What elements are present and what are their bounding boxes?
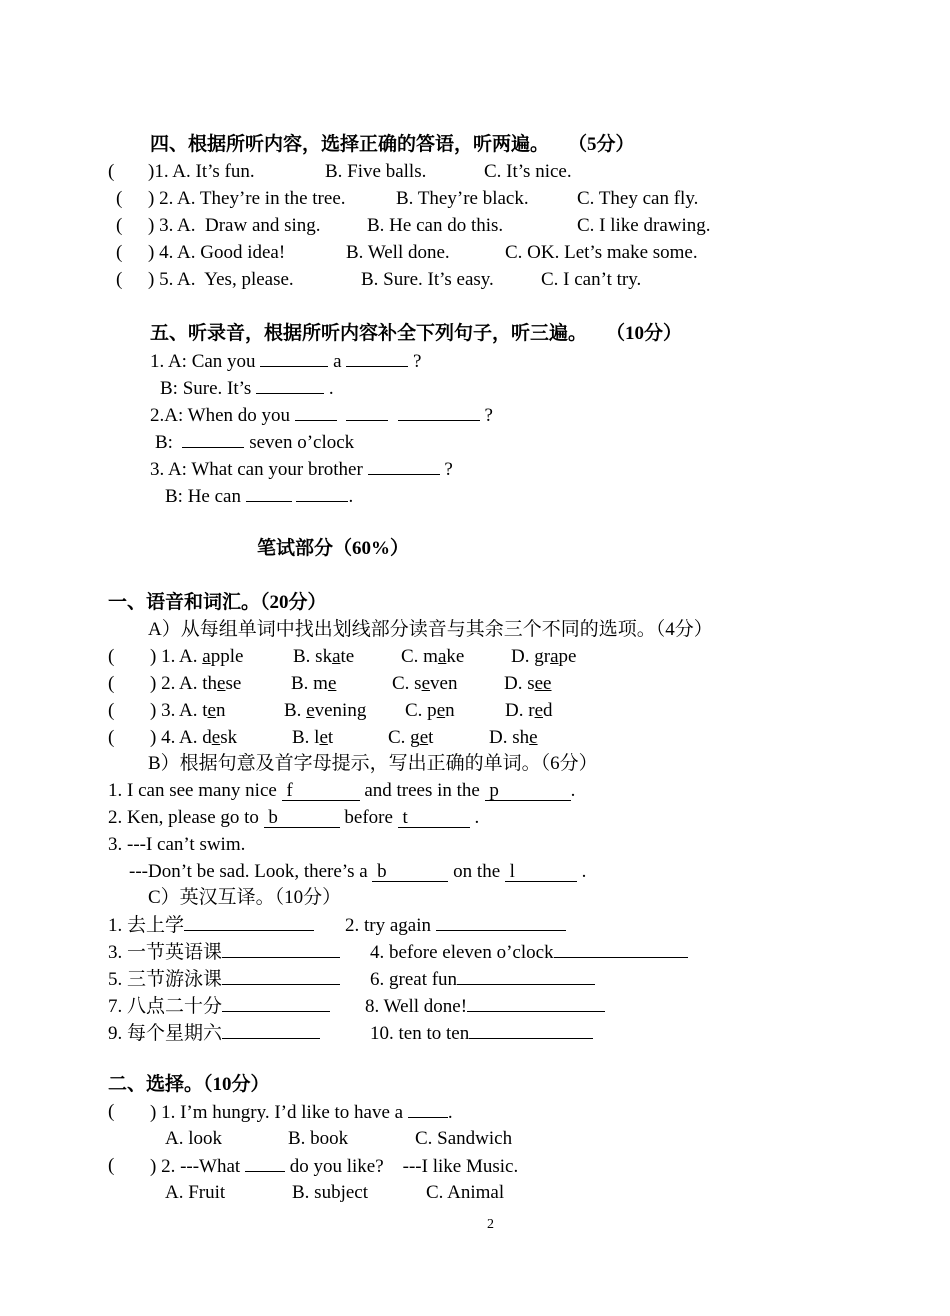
- fill-line-2: 2. Ken, please go to b before t .: [108, 807, 480, 828]
- sec1-b-title: B）根据句意及首字母提示，写出正确的单词。（6分）: [148, 753, 598, 774]
- trans-row-2: 3. 一节英语课: [108, 940, 340, 965]
- trans-row-3: 5. 三节游泳课: [108, 967, 340, 992]
- part4-item-4: (: [116, 242, 123, 263]
- document-page: 四、根据所听内容，选择正确的答语，听两遍。 （5分） ( )1. A. It’s fun. B. Five balls. C. It’s nice. ( ) 2. A. They’re in the tree. B. They’re black. C. They can fly. ( ) 3. A. Draw and sing. B. He can do this. C. I like drawing. ( ) 4. A. Good idea! B. Well done. C. OK. Let’s make some. ( ) 5. A. Yes, please. B. Sure. It’s easy. C. I can’t try. 五、听录音，根据所听内容补全下列句子，听三遍。 （10分） 1. A: Can you a ? B: Sure. It’s . 2.A: When do you ? B: seven o’clock 3. A: What can your brother ? B: He can . 笔试部分（60%） 一、语音和词汇。（20分） A）从每组单词中找出划线部分读音与其余三个不同的选项。（4分） ( ) 1. A. apple B. skate C. make D. grape ( ) 2. A. these B. me C. seven D. see ( ) 3. A. ten B. evening C. pen D. red ( ) 4. A. desk B. let C. get D. she B）根据句意及首字母提示，写出正确的单词。（6分） 1. I can see many nice f and trees in the p . 2. Ken, please go to b before t . 3. ---I can’t swim. ---Don’t be sad. Look, there’s a b on the l . C）英汉互译。（10分） 1. 去上学 2. try again 3. 一节英语课 4. before eleven o’clock 5. 三节游泳课 6. great fun 7. 八点二十分 8. Well done! 9. 每个星期六 10. ten to ten 二、选择。（10分） ( ) 1. I’m hungry. I’d like to have a . A. look B. book C. Sandwich ( ) 2. ---What do you like? ---I like Music. A. Fruit B. subject C. Animal 2: [0, 0, 950, 1316]
- trans-row-5: 9. 每个星期六: [108, 1021, 320, 1046]
- fill-line-3: 3. ---I can’t swim.: [108, 834, 246, 855]
- part4-item-1: (: [108, 161, 115, 182]
- part5-score: （10分）: [606, 323, 683, 344]
- sec2-title: 二、选择。（10分）: [108, 1074, 270, 1095]
- page-number: 2: [487, 1217, 494, 1232]
- choice-q1-options: A. look: [165, 1128, 222, 1149]
- choice-q1: (: [108, 1101, 115, 1122]
- part4-score: （5分）: [568, 134, 635, 155]
- part4-title-text: 四、根据所听内容，选择正确的答语，听两遍。: [150, 134, 550, 155]
- phonics-row-1: (: [108, 646, 115, 667]
- choice-q2-options: A. Fruit: [165, 1182, 226, 1203]
- part5-line-3: 2.A: When do you ?: [150, 405, 493, 426]
- part4-item-5: (: [116, 269, 123, 290]
- sec1-a-title: A）从每组单词中找出划线部分读音与其余三个不同的选项。（4分）: [148, 619, 713, 640]
- part5-line-6: B: He can .: [165, 486, 354, 507]
- sec1-title: 一、语音和词汇。（20分）: [108, 592, 327, 613]
- part5-line-4: B: seven o’clock: [155, 432, 355, 453]
- part4-item-3: (: [116, 215, 123, 236]
- sec1-c-title: C）英汉互译。（10分）: [148, 887, 342, 908]
- fill-line-4: ---Don’t be sad. Look, there’s a b on the l .: [129, 861, 587, 882]
- trans-row-4: 7. 八点二十分: [108, 994, 330, 1019]
- phonics-row-3: (: [108, 700, 115, 721]
- trans-row-1: 1. 去上学: [108, 913, 314, 938]
- part5-title: 五、听录音，根据所听内容补全下列句子，听三遍。 （10分）: [150, 323, 683, 344]
- phonics-row-4: (: [108, 727, 115, 748]
- part5-line-2: B: Sure. It’s .: [160, 378, 334, 399]
- choice-q2: (: [108, 1155, 115, 1176]
- written-part-title: 笔试部分（60%）: [257, 538, 410, 559]
- fill-line-1: 1. I can see many nice f and trees in the p .: [108, 780, 576, 801]
- phonics-row-2: (: [108, 673, 115, 694]
- part5-line-5: 3. A: What can your brother ?: [150, 459, 453, 480]
- part4-title: [150, 133, 635, 157]
- part5-line-1: 1. A: Can you a ?: [150, 351, 422, 372]
- part4-item-2: (: [116, 188, 123, 209]
